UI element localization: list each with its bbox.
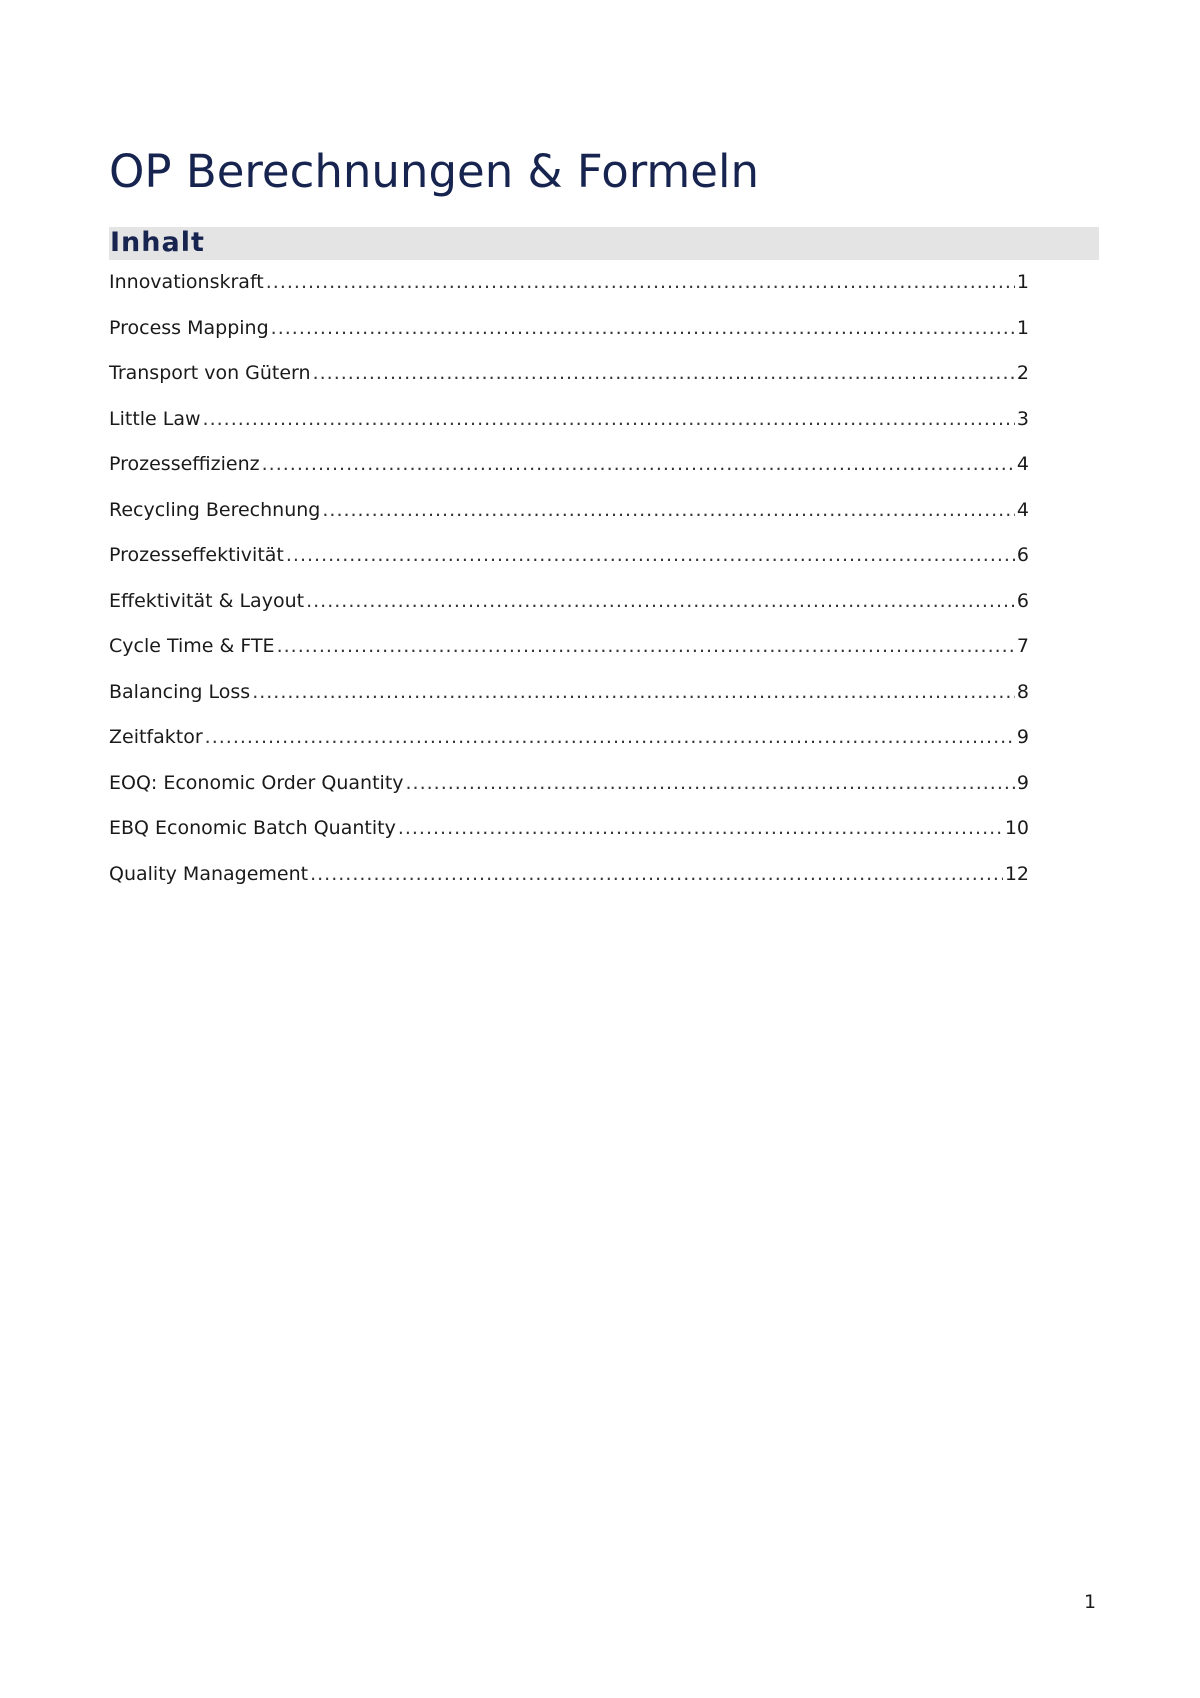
toc-dot-leader	[306, 583, 1015, 619]
toc-entry-page: 4	[1016, 498, 1029, 521]
toc-entry-page: 1	[1016, 316, 1029, 339]
toc-entry-page: 12	[1004, 862, 1029, 885]
toc-entry[interactable]	[109, 401, 1029, 447]
toc-entry[interactable]	[109, 856, 1029, 902]
toc-entry-label: Process Mapping	[109, 316, 269, 339]
document-title: OP Berechnungen & Formeln	[109, 145, 759, 198]
toc-entry-page: 4	[1016, 453, 1029, 475]
toc-entry-label: EOQ: Economic Order Quantity	[109, 771, 404, 794]
toc-dot-leader	[262, 446, 1015, 482]
toc-entry[interactable]	[109, 310, 1029, 356]
toc-entry-label: Innovationskraft	[109, 271, 264, 293]
toc-entry-page: 1	[1016, 271, 1029, 293]
toc-dot-leader	[205, 719, 1015, 755]
toc-entry[interactable]	[109, 583, 1029, 629]
toc-entry[interactable]	[109, 537, 1029, 583]
toc-dot-leader	[277, 628, 1015, 664]
toc-entry-page: 8	[1016, 680, 1029, 703]
toc-entry-label: Cycle Time & FTE	[109, 635, 275, 657]
toc-entry-label: Balancing Loss	[109, 680, 251, 703]
toc-entry[interactable]	[109, 810, 1029, 856]
toc-dot-leader	[313, 355, 1015, 391]
toc-entry-label: Prozesseffektivität	[109, 544, 284, 566]
page-number: 1	[1084, 1591, 1097, 1613]
toc-dot-leader	[266, 264, 1015, 300]
toc-entry-page: 7	[1016, 635, 1029, 657]
toc-entry-page: 6	[1016, 589, 1029, 612]
toc-entry[interactable]	[109, 264, 1029, 310]
toc-entry-label: Recycling Berechnung	[109, 498, 321, 521]
toc-entry-label: EBQ Economic Batch Quantity	[109, 817, 396, 839]
toc-entry[interactable]	[109, 355, 1029, 401]
toc-entry[interactable]	[109, 446, 1029, 492]
toc-entry-page: 3	[1016, 407, 1029, 430]
toc-dot-leader	[322, 492, 1015, 528]
toc-heading-background	[109, 227, 1099, 260]
toc-entry[interactable]	[109, 628, 1029, 674]
toc-entry-page: 6	[1016, 544, 1029, 566]
toc-dot-leader	[271, 310, 1015, 346]
toc-dot-leader	[406, 765, 1015, 801]
toc-entry[interactable]	[109, 719, 1029, 765]
toc-dot-leader	[310, 856, 1003, 892]
toc-entry[interactable]	[109, 765, 1029, 811]
toc-entry-page: 10	[1004, 817, 1029, 839]
toc-entry-page: 2	[1016, 362, 1029, 384]
toc-dot-leader	[203, 401, 1015, 437]
toc-entry-page: 9	[1016, 771, 1029, 794]
toc-heading: Inhalt	[110, 227, 205, 258]
toc-entry-label: Little Law	[109, 407, 201, 430]
toc-dot-leader	[252, 674, 1015, 710]
toc-entry-label: Prozesseffizienz	[109, 453, 260, 475]
toc-entry-label: Effektivität & Layout	[109, 589, 305, 612]
toc-entry-label: Zeitfaktor	[109, 726, 203, 748]
toc-dot-leader	[286, 537, 1015, 573]
table-of-contents	[109, 264, 1029, 901]
toc-entry-page: 9	[1016, 726, 1029, 748]
toc-dot-leader	[398, 810, 1003, 846]
toc-entry[interactable]	[109, 492, 1029, 538]
toc-entry-label: Transport von Gütern	[109, 362, 311, 384]
toc-entry-label: Quality Management	[109, 862, 309, 885]
toc-entry[interactable]	[109, 674, 1029, 720]
